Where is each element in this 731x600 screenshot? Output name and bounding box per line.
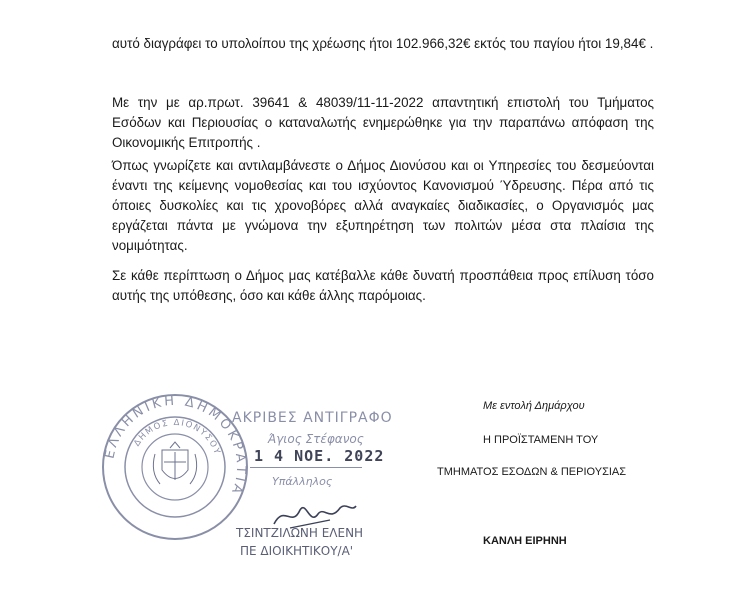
stamp-date-underline xyxy=(250,467,362,468)
paragraph-reply-letter xyxy=(112,93,654,153)
signature-order: Με εντολή Δημάρχου xyxy=(483,400,585,412)
stamp-clerk: Υπάλληλος xyxy=(272,475,333,488)
paragraph-text: Όπως γνωρίζετε και αντιλαμβάνεστε ο Δήμος Διονύσου και οι Υπηρεσίες του δεσμεύονται έναντι της κείμενης νομοθεσίας και του ισχύοντος Κανονισμού Ύδρευσης. Πέρα από τις όποιες δυσκολίες και τις χρονοβόρες αλλά αναγκαίες διαδικασίες, ο Οργανισμός μας εργάζεται πάντα με γνώμονα την εξυπηρέτηση των πολιτών μέσα στα πλαίσια της νομιμότητας. xyxy=(112,158,654,253)
paragraph-legislation xyxy=(112,156,654,256)
stamp-date: 1 4 ΝΟΕ. 2022 xyxy=(254,447,385,465)
paragraph-text: Με την με αρ.πρωτ. 39641 & 48039/11-11-2022 απαντητική επιστολή του Τμήματος Εσόδων και Περιουσίας ο καταναλωτής ενημερώθηκε για την παραπάνω απόφαση της Οικονομικής Επιτροπής . xyxy=(112,95,654,150)
signature-department: ΤΜΗΜΑΤΟΣ ΕΣΟΔΩΝ & ΠΕΡΙΟΥΣΙΑΣ xyxy=(437,466,627,478)
paragraph-text: Σε κάθε περίπτωση ο Δήμος μας κατέβαλλε κάθε δυνατή προσπάθεια προς επίλυση τόσο αυτής της υπόθεσης, όσο και κάθε άλλης παρόμοιας. xyxy=(112,268,654,303)
signature-name: ΚΑΝΛΗ ΕΙΡΗΝΗ xyxy=(483,535,567,547)
svg-text:ΕΛΛΗΝΙΚΗ ΔΗΜΟΚΡΑΤΙΑ: ΕΛΛΗΝΙΚΗ ΔΗΜΟΚΡΑΤΙΑ xyxy=(102,393,249,499)
paragraph-text: αυτό διαγράφει το υπολοίπου της χρέωσης ήτοι 102.966,32€ εκτός του παγίου ήτοι 19,84€ . xyxy=(112,36,654,51)
municipal-seal-icon xyxy=(100,392,250,542)
stamp-rank: ΠΕ ΔΙΟΙΚΗΤΙΚΟΥ/Α' xyxy=(240,544,354,558)
stamp-name: ΤΣΙΝΤΖΙΛΩΝΗ ΕΛΕΝΗ xyxy=(236,526,364,540)
paragraph-charge-deletion xyxy=(112,34,654,54)
stamp-place: Άγιος Στέφανος xyxy=(268,432,364,446)
stamp-title: ΑΚΡΙΒΕΣ ΑΝΤΙΓΡΑΦΟ xyxy=(232,410,393,426)
svg-text:ΔΗΜΟΣ ΔΙΟΝΥΣΟΥ: ΔΗΜΟΣ ΔΙΟΝΥΣΟΥ xyxy=(132,417,223,457)
signature-head-title: Η ΠΡΟΪΣΤΑΜΕΝΗ ΤΟΥ xyxy=(483,434,599,446)
paragraph-effort xyxy=(112,266,654,306)
